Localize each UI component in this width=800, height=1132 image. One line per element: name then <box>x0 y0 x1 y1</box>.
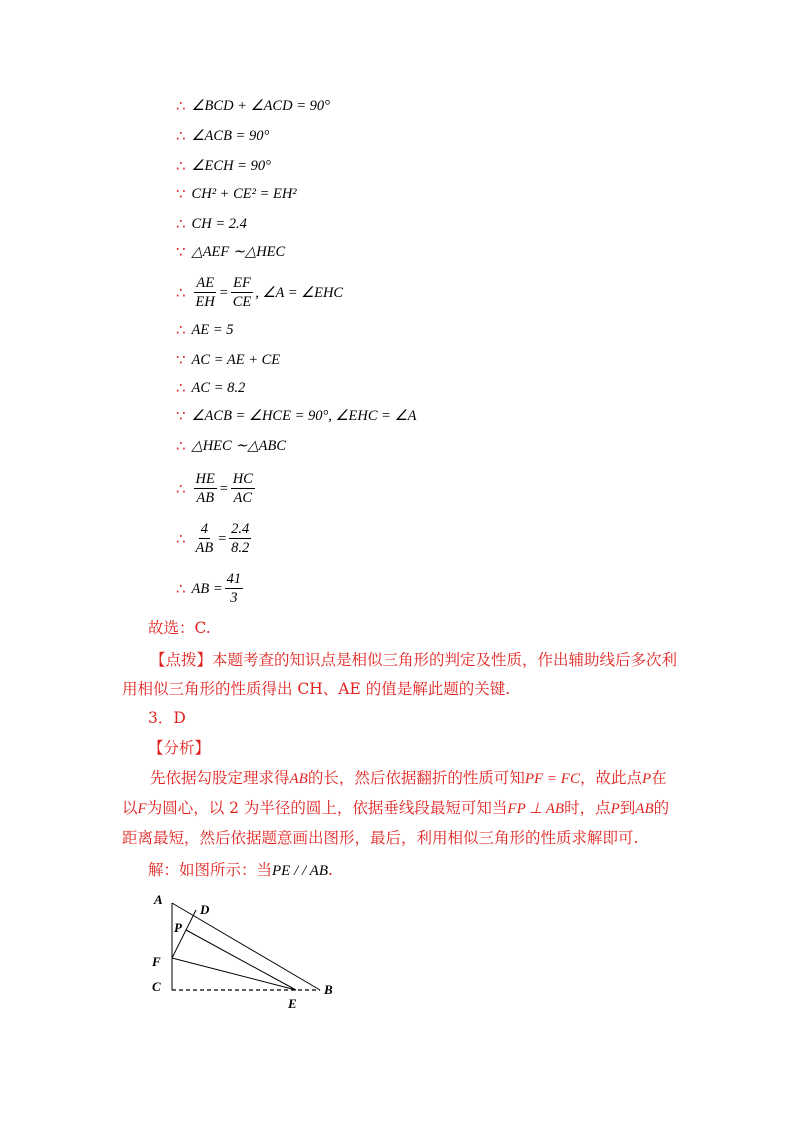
label-E: E <box>288 996 297 1011</box>
proof-symbol: ∴ <box>176 283 186 302</box>
numerator: HE <box>195 471 215 487</box>
denominator: EH <box>195 294 215 310</box>
proof-step <box>176 350 280 370</box>
question-3-answer: 3．D <box>148 709 186 727</box>
segment-PE <box>186 930 296 990</box>
proof-step <box>176 242 285 262</box>
segment-FE <box>172 958 296 990</box>
proof-symbol: ∴ <box>176 97 186 115</box>
label-F: F <box>152 954 161 969</box>
proof-symbol: ∵ <box>176 185 186 203</box>
denominator: AB <box>196 490 215 506</box>
step-expression: = <box>218 284 229 301</box>
step-expression: AE = 5 <box>191 322 234 338</box>
proof-symbol: ∴ <box>176 529 186 548</box>
step-expression: , ∠A = ∠EHC <box>255 284 344 301</box>
fraction <box>194 520 216 557</box>
denominator: AB <box>195 540 214 556</box>
proof-symbol: ∴ <box>176 379 186 397</box>
fraction <box>225 570 244 607</box>
proof-symbol: ∴ <box>176 321 186 339</box>
proof-symbol: ∴ <box>176 437 186 455</box>
step-expression: ∠ACB = 90° <box>191 128 270 144</box>
denominator: CE <box>232 294 252 310</box>
choice-line: 故选：C. <box>148 619 211 637</box>
proof-symbol: ∵ <box>176 407 186 425</box>
proof-step <box>176 470 257 507</box>
geometry-figure <box>140 888 350 1013</box>
proof-symbol: ∴ <box>176 579 186 598</box>
proof-step <box>176 320 234 340</box>
solution-line: 解：如图所示：当PE / / AB. <box>148 861 333 879</box>
step-expression: CH = 2.4 <box>191 216 247 232</box>
proof-step <box>176 436 286 456</box>
analysis-heading: 【分析】 <box>148 739 211 757</box>
numerator: EF <box>233 275 251 291</box>
label-C: C <box>152 979 161 994</box>
numerator: 2.4 <box>231 521 250 537</box>
proof-symbol: ∴ <box>176 479 186 498</box>
step-expression: ∠BCD + ∠ACD = 90° <box>191 98 330 114</box>
proof-step <box>176 520 253 557</box>
numerator: 4 <box>200 521 209 537</box>
proof-step <box>176 96 330 116</box>
proof-step <box>176 156 271 176</box>
step-expression: ∠ECH = 90° <box>191 158 271 174</box>
step-expression: AC = 8.2 <box>191 380 246 396</box>
tip-paragraph: 【点拨】本题考查的知识点是相似三角形的判定及性质，作出辅助线后多次利用相似三角形的性质得出 CH、AE 的值是解此题的关键. <box>122 651 678 698</box>
step-expression: AB = <box>191 580 223 597</box>
proof-symbol: ∴ <box>176 127 186 145</box>
proof-step <box>176 184 297 204</box>
numerator: 41 <box>226 571 242 587</box>
step-expression: CH² + CE² = EH² <box>191 186 297 202</box>
fraction <box>231 274 254 311</box>
step-expression: AC = AE + CE <box>191 352 281 368</box>
label-B: B <box>324 982 333 997</box>
denominator: AC <box>233 490 253 506</box>
label-P: P <box>174 920 182 935</box>
step-expression: = <box>218 480 229 497</box>
denominator: 8.2 <box>231 540 250 556</box>
proof-step <box>176 406 416 426</box>
fraction <box>194 470 217 507</box>
proof-step <box>176 274 343 311</box>
numerator: HC <box>232 471 253 487</box>
numerator: AE <box>196 275 215 291</box>
fraction <box>231 470 255 507</box>
proof-step <box>176 570 245 607</box>
label-D: D <box>200 902 210 917</box>
proof-symbol: ∵ <box>176 351 186 369</box>
step-expression: ∠ACB = ∠HCE = 90°, ∠EHC = ∠A <box>191 408 417 424</box>
proof-step <box>176 126 269 146</box>
proof-symbol: ∴ <box>176 157 186 175</box>
proof-symbol: ∵ <box>176 243 186 261</box>
proof-step <box>176 214 247 234</box>
step-expression: △HEC ∼△ABC <box>191 438 287 454</box>
fraction <box>194 274 217 311</box>
step-expression: △AEF ∼△HEC <box>191 244 286 260</box>
proof-symbol: ∴ <box>176 215 186 233</box>
step-expression: = <box>217 530 228 547</box>
fraction <box>229 520 251 557</box>
proof-step <box>176 378 245 398</box>
analysis-paragraph: 先依据勾股定理求得AB的长，然后依据翻折的性质可知PF = FC，故此点P在以F为圆心，以 2 为半径的圆上，依据垂线段最短可知当FP ⊥ AB时，点P到AB的距离最短，然后依据题意画出图形，最后，利用相似三角形的性质求解即可. <box>122 769 670 847</box>
denominator: 3 <box>230 590 238 606</box>
label-A: A <box>154 892 163 907</box>
